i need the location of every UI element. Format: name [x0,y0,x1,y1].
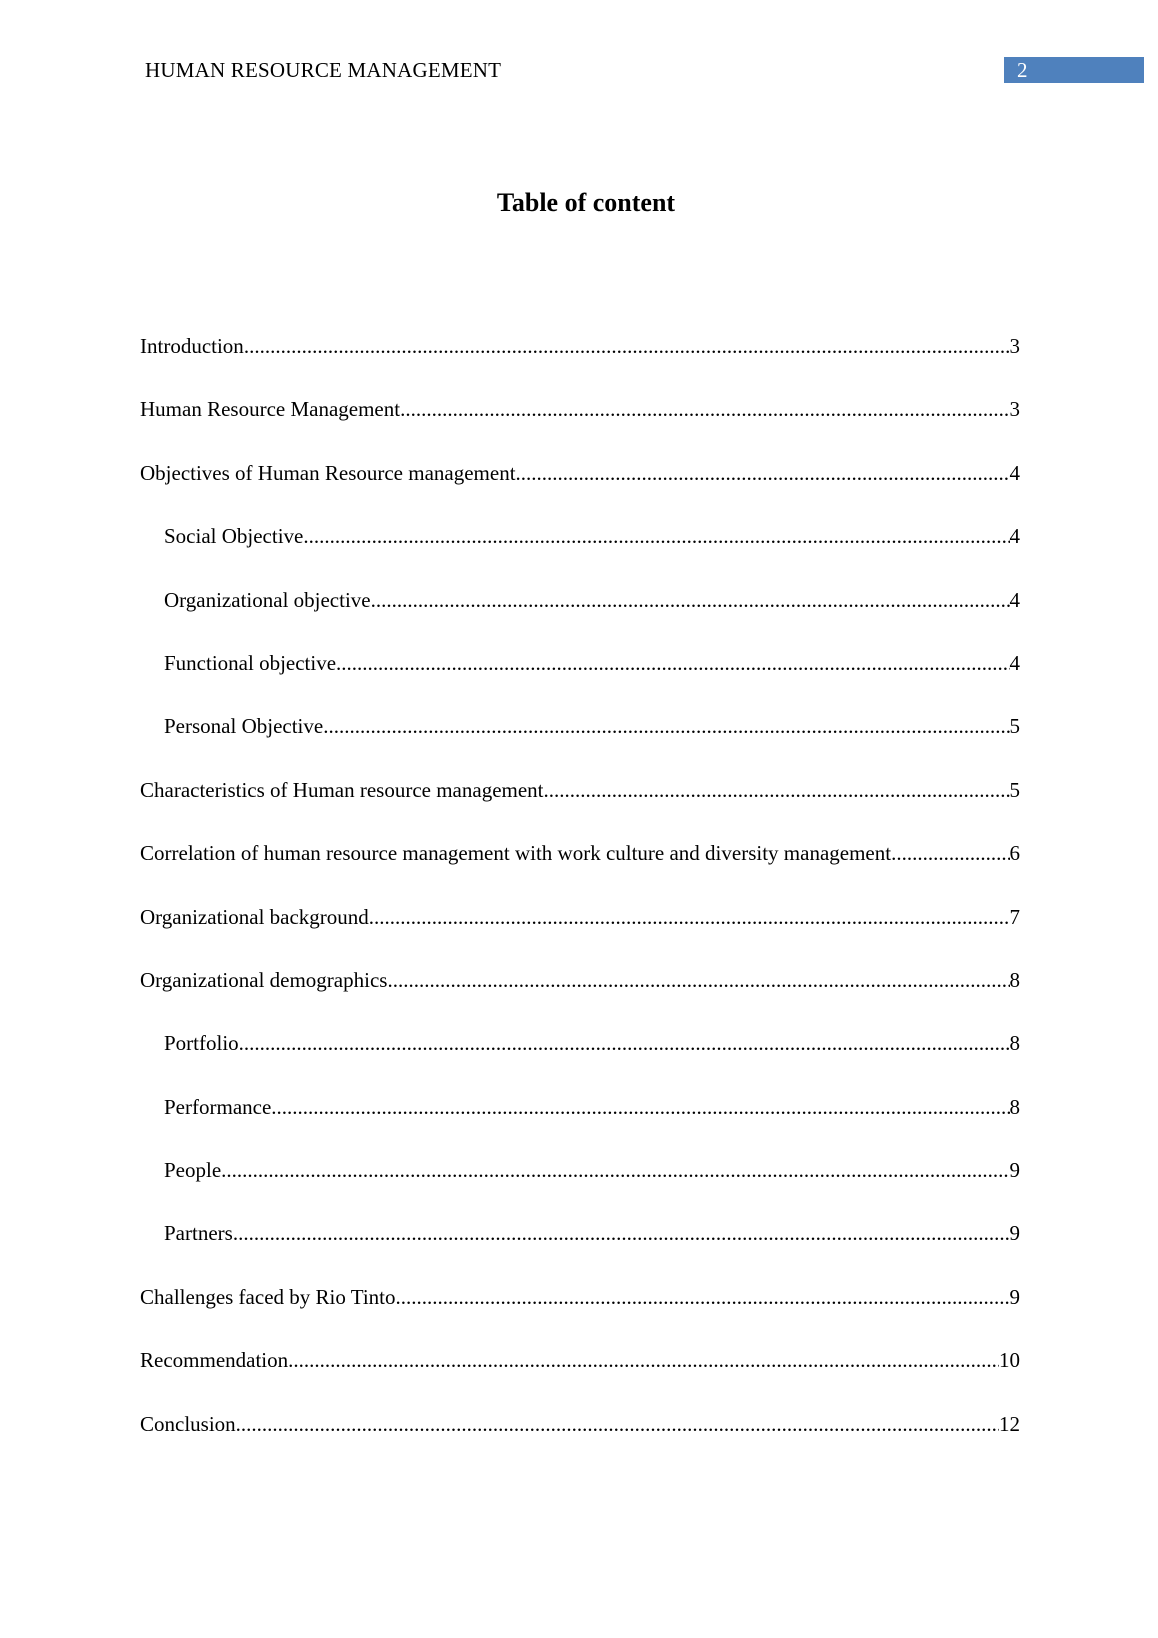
toc-entry-label: Organizational background [140,904,369,929]
toc-entry-label: Characteristics of Human resource management [140,777,544,802]
toc-entry-label: Partners [164,1221,233,1246]
toc-entry-page: 9 [1009,1221,1020,1246]
toc-leader-dots [271,1091,1009,1123]
toc-entry-label: Personal Objective [164,714,324,739]
toc-entry-correlation[interactable] [140,837,1020,900]
toc-leader-dots [239,1027,1010,1059]
toc-entry-label: Performance [164,1094,272,1119]
toc-entry-page: 7 [1009,904,1020,929]
toc-entry-page: 4 [1009,587,1020,612]
toc-entry-organizational-background[interactable] [140,901,1020,964]
toc-leader-dots [233,1217,1010,1249]
toc-entry-page: 5 [1009,714,1020,739]
toc-entry-social-objective[interactable] [140,520,1020,583]
toc-entry-label: Social Objective [164,524,304,549]
toc-leader-dots [236,1408,999,1440]
toc-entry-label: Objectives of Human Resource management [140,460,516,485]
toc-entry-label: Introduction [140,334,244,358]
toc-entry-page: 3 [1009,397,1020,422]
toc-entry-characteristics[interactable] [140,774,1020,837]
toc-entry-page: 4 [1009,460,1020,485]
toc-entry-page: 5 [1009,777,1020,802]
toc-entry-page: 4 [1009,650,1020,675]
toc-entry-challenges[interactable] [140,1281,1020,1344]
toc-leader-dots [323,710,1009,742]
toc-leader-dots [369,901,1010,933]
table-of-contents [140,330,1020,1471]
toc-entry-page: 8 [1009,1031,1020,1056]
toc-leader-dots [336,647,1009,679]
toc-entry-page: 9 [1009,1158,1020,1183]
running-header: HUMAN RESOURCE MANAGEMENT [145,58,502,82]
toc-leader-dots [891,837,1009,869]
toc-entry-label: Correlation of human resource management with work culture and diversity management [140,841,892,866]
toc-entry-page: 8 [1009,1094,1020,1119]
toc-leader-dots [400,393,1009,425]
toc-entry-label: Portfolio [164,1031,239,1056]
toc-entry-label: Challenges faced by Rio Tinto [140,1284,396,1309]
toc-entry-label: People [164,1158,222,1183]
toc-entry-page: 4 [1009,524,1020,549]
toc-entry-page: 9 [1009,1284,1020,1309]
toc-entry-conclusion[interactable] [140,1408,1020,1471]
toc-entry-label: Human Resource Management [140,397,401,422]
toc-entry-recommendation[interactable] [140,1344,1020,1407]
toc-entry-people[interactable] [140,1154,1020,1217]
toc-leader-dots [371,584,1010,616]
toc-entry-label: Organizational demographics [140,967,388,992]
toc-entry-label: Recommendation [140,1348,289,1373]
toc-entry-organizational-objective[interactable] [140,584,1020,647]
toc-leader-dots [396,1281,1010,1313]
toc-entry-organizational-demographics[interactable] [140,964,1020,1027]
toc-entry-page: 10 [999,1348,1020,1373]
toc-entry-page: 8 [1009,967,1020,992]
toc-entry-label: Conclusion [140,1411,236,1436]
toc-leader-dots [516,457,1010,489]
toc-entry-label: Functional objective [164,650,337,675]
toc-entry-label: Organizational objective [164,587,371,612]
page-number: 2 [1004,57,1144,83]
toc-entry-page: 3 [1009,334,1020,358]
toc-entry-personal-objective[interactable] [140,710,1020,773]
toc-leader-dots [221,1154,1009,1186]
toc-entry-performance[interactable] [140,1091,1020,1154]
toc-entry-introduction[interactable] [140,330,1020,393]
toc-leader-dots [244,330,1010,362]
toc-entry-page: 12 [999,1411,1020,1436]
toc-title: Table of content [496,188,676,217]
toc-leader-dots [544,774,1010,806]
toc-leader-dots [288,1344,999,1376]
toc-entry-human-resource-management[interactable] [140,393,1020,456]
toc-entry-objectives[interactable] [140,457,1020,520]
toc-entry-functional-objective[interactable] [140,647,1020,710]
toc-entry-partners[interactable] [140,1217,1020,1280]
toc-entry-portfolio[interactable] [140,1027,1020,1090]
toc-leader-dots [387,964,1009,996]
toc-leader-dots [303,520,1009,552]
toc-entry-page: 6 [1009,841,1020,866]
